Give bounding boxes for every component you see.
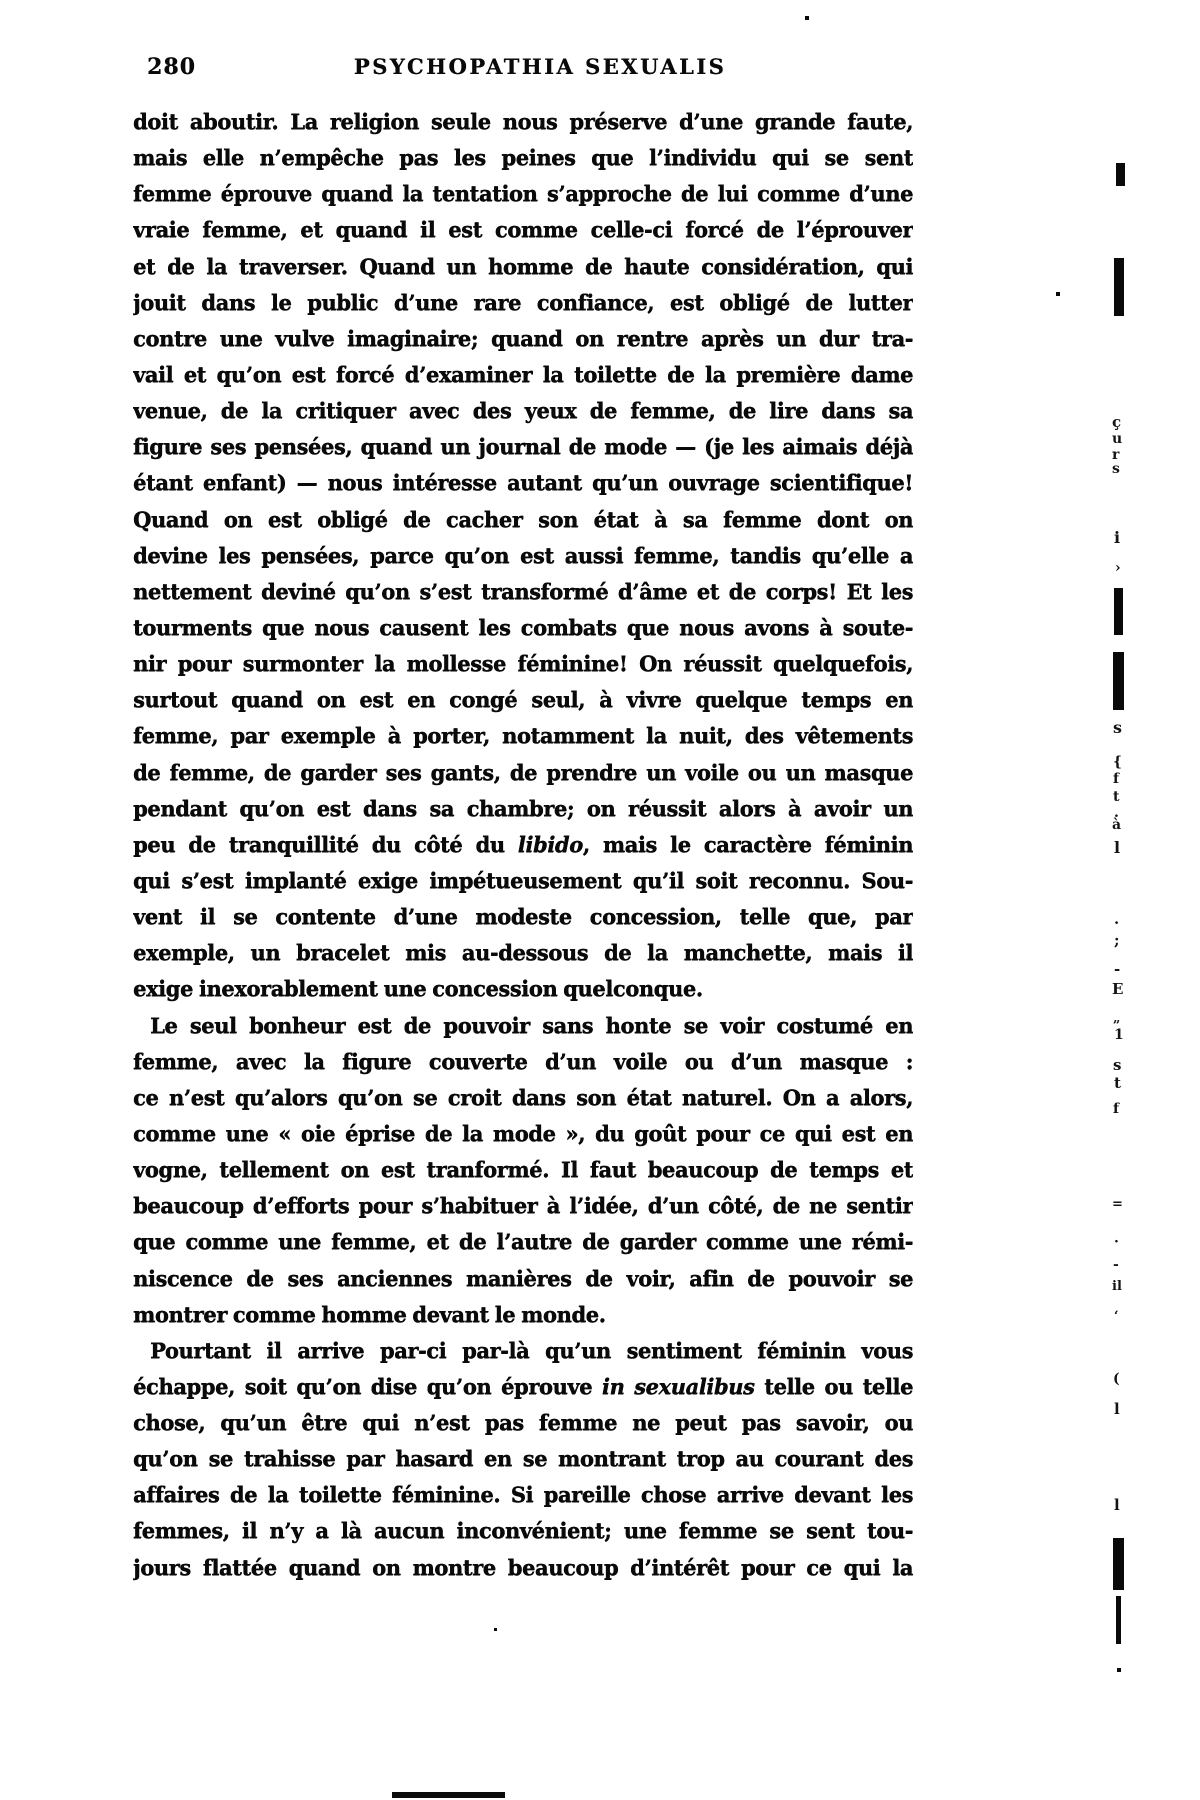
text-line: devine les pensées, parce qu’on est aussi femme, tandis qu’elle a <box>133 542 913 568</box>
text-line: exemple, un bracelet mis au-dessous de la manchette, mais il <box>133 940 913 966</box>
text-line: surtout quand on est en congé seul, à vivre quelque temps en <box>133 687 913 713</box>
scan-artifact <box>805 16 809 20</box>
text-line: beaucoup d’efforts pour s’habituer à l’idée, d’un côté, de ne sentir <box>133 1193 913 1219</box>
scan-artifact: = <box>1112 1197 1123 1212</box>
scan-artifact: s <box>1112 461 1120 477</box>
scan-artifact: ; <box>1114 931 1120 949</box>
scan-artifact: r <box>1112 447 1120 463</box>
text-line: jouit dans le public d’une rare confiance, est obligé de lutter <box>133 289 913 315</box>
text-line: Le seul bonheur est de pouvoir sans honte se voir costumé en <box>150 1012 913 1038</box>
text-line: femmes, il n’y a là aucun inconvénient; une femme se sent tou- <box>133 1518 913 1544</box>
running-header: PSYCHOPATHIA SEXUALIS <box>353 54 727 79</box>
scan-artifact: › <box>1115 560 1121 576</box>
scan-artifact: i <box>1114 528 1121 547</box>
text-line: venue, de la critiquer avec des yeux de femme, de lire dans sa <box>133 398 913 424</box>
text-line: jours flattée quand on montre beaucoup d’intérêt pour ce qui la <box>133 1554 913 1580</box>
scan-artifact: · <box>1114 1234 1119 1250</box>
scan-artifact <box>392 1792 505 1798</box>
scan-artifact <box>1116 163 1125 186</box>
text-line: figure ses pensées, quand un journal de mode — (je les aimais déjà <box>133 434 913 460</box>
text-line: qu’on se trahisse par hasard en se montrant trop au courant des <box>133 1446 913 1472</box>
text-line: peu de tranquillité du côté du libido, mais le caractère féminin <box>133 831 913 857</box>
scan-artifact: 1 <box>1114 1027 1124 1043</box>
text-line: niscence de ses anciennes manières de voir, afin de pouvoir se <box>133 1265 913 1291</box>
scan-artifact: - <box>1114 960 1121 978</box>
text-line: vail et qu’on est forcé d’examiner la toilette de la première dame <box>133 361 913 387</box>
text-line: affaires de la toilette féminine. Si pareille chose arrive devant les <box>133 1482 913 1508</box>
text-line: montrer comme homme devant le monde. <box>133 1301 606 1327</box>
scan-artifact <box>1114 258 1124 316</box>
text-line: femme éprouve quand la tentation s’approche de lui comme d’une <box>133 181 913 207</box>
scan-artifact: t <box>1114 1074 1121 1092</box>
text-line: pendant qu’on est dans sa chambre; on réussit alors à avoir un <box>133 795 913 821</box>
text-line: vogne, tellement on est tranformé. Il faut beaucoup de temps et <box>133 1157 913 1183</box>
scan-artifact: s <box>1113 1056 1122 1074</box>
scan-artifact <box>1114 588 1123 635</box>
page-number: 280 <box>147 54 196 80</box>
body-text-block <box>133 104 913 1586</box>
text-line: comme une « oie éprise de la mode », du goût pour ce qui est en <box>133 1120 913 1146</box>
text-line: Quand on est obligé de cacher son état à sa femme dont on <box>133 506 913 532</box>
scan-artifact: s <box>1113 718 1123 737</box>
scan-artifact: . <box>1114 805 1119 821</box>
text-line: femme, avec la figure couverte d’un voile ou d’un masque : <box>133 1048 913 1074</box>
scan-artifact: u <box>1112 431 1123 447</box>
text-line: vent il se contente d’une modeste concession, telle que, par <box>133 904 913 930</box>
scan-artifact: l <box>1114 1496 1120 1514</box>
text-line: femme, par exemple à porter, notamment la nuit, des vêtements <box>133 723 913 749</box>
text-line: de femme, de garder ses gants, de prendre un voile ou un masque <box>133 759 913 785</box>
text-line: ce n’est qu’alors qu’on se croit dans son état naturel. On a alors, <box>133 1084 913 1110</box>
scan-artifact: à <box>1112 817 1122 833</box>
scan-artifact: E <box>1112 980 1124 998</box>
scan-artifact <box>1113 652 1124 710</box>
scan-artifact: ç <box>1112 413 1122 431</box>
text-line: mais elle n’empêche pas les peines que l’individu qui se sent <box>133 145 913 171</box>
scan-artifact: ‘ <box>1114 1309 1119 1324</box>
scan-artifact <box>1116 1596 1121 1644</box>
text-line: exige inexorablement une concession quelconque. <box>133 976 703 1002</box>
text-line: doit aboutir. La religion seule nous préserve d’une grande faute, <box>133 109 913 134</box>
text-line: échappe, soit qu’on dise qu’on éprouve in sexualibus telle ou telle <box>133 1373 913 1399</box>
scan-artifact: ( <box>1113 1371 1120 1387</box>
text-line: que comme une femme, et de l’autre de garder comme une rémi- <box>133 1229 913 1255</box>
scan-artifact: „ <box>1113 1011 1121 1026</box>
text-line: chose, qu’un être qui n’est pas femme ne peut pas savoir, ou <box>133 1410 913 1436</box>
text-line: et de la traverser. Quand un homme de haute considération, qui <box>133 253 913 279</box>
scan-artifact <box>1113 1538 1124 1590</box>
scan-artifact: { <box>1113 754 1123 770</box>
scan-artifact: . <box>1114 910 1120 928</box>
text-line: étant enfant) — nous intéresse autant qu’un ouvrage scientifique! <box>133 470 913 496</box>
text-line: nir pour surmonter la mollesse féminine! On réussit quelquefois, <box>133 651 913 677</box>
scan-artifact: il <box>1112 1279 1122 1294</box>
scan-artifact: f <box>1113 1101 1120 1117</box>
scan-artifact: f <box>1113 771 1120 787</box>
text-line: Pourtant il arrive par-ci par-là qu’un sentiment féminin vous <box>150 1337 913 1363</box>
text-line: tourments que nous causent les combats que nous avons à soute- <box>133 614 913 640</box>
scan-artifact: l <box>1114 838 1121 857</box>
scan-artifact: t <box>1113 789 1120 805</box>
scan-artifact: l <box>1114 1400 1120 1418</box>
text-line: nettement deviné qu’on s’est transformé d’âme et de corps! Et les <box>133 578 913 604</box>
scan-artifact: - <box>1113 1257 1119 1273</box>
text-line: qui s’est implanté exige impétueusement qu’il soit reconnu. Sou- <box>133 867 913 893</box>
text-line: contre une vulve imaginaire; quand on rentre après un dur tra- <box>133 325 913 351</box>
scan-artifact <box>1117 1668 1121 1672</box>
scan-artifact <box>494 1628 497 1631</box>
text-line: vraie femme, et quand il est comme celle-ci forcé de l’éprouver <box>133 217 913 243</box>
scan-artifact <box>1056 292 1060 296</box>
